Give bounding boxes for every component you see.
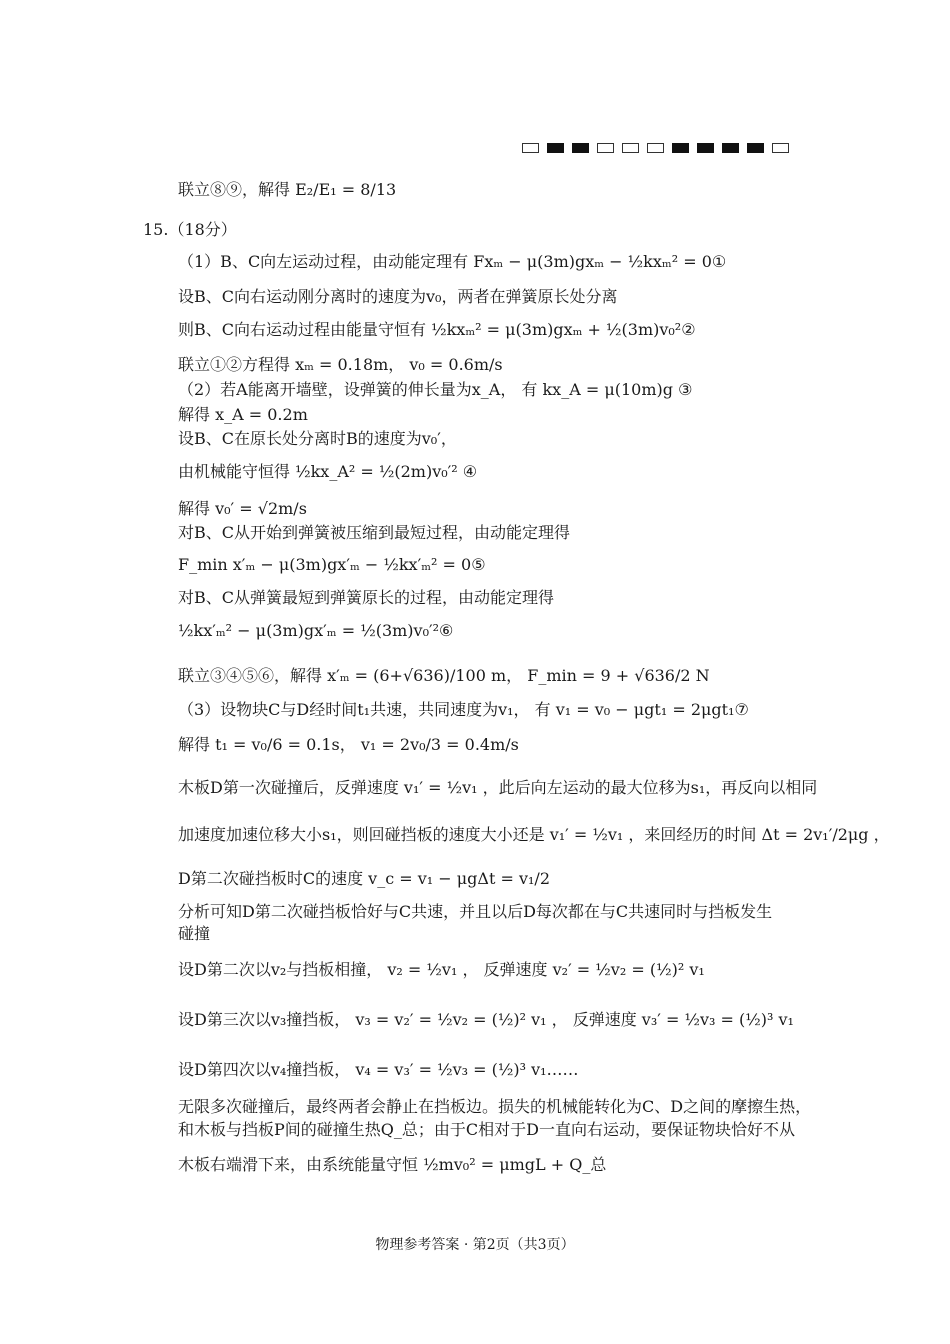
mark-empty <box>522 143 539 153</box>
text-line: F_min x′ₘ − μ(3m)gx′ₘ − ½kx′ₘ² = 0⑤ <box>178 555 486 574</box>
text-line: 木板右端滑下来，由系统能量守恒 ½mv₀² = μmgL + Q_总 <box>178 1155 607 1174</box>
text-line: 和木板与挡板P间的碰撞生热Q_总；由于C相对于D一直向右运动，要保证物块恰好不从 <box>178 1120 795 1139</box>
header-marks <box>522 143 789 153</box>
text-line: 木板D第一次碰撞后，反弹速度 v₁′ = ½v₁ ，此后向左运动的最大位移为s₁，再反向以相同 <box>178 778 818 797</box>
text-line: 联立③④⑤⑥，解得 x′ₘ = (6+√636)/100 m， F_min = 9 + √636/2 N <box>178 666 710 685</box>
mark-empty <box>622 143 639 153</box>
page-footer: 物理参考答案 · 第2页（共3页） <box>375 1237 575 1253</box>
mark-filled <box>547 143 564 153</box>
text-line: 无限多次碰撞后，最终两者会静止在挡板边。损失的机械能转化为C、D之间的摩擦生热， <box>178 1097 812 1116</box>
text-line: （2）若A能离开墙壁，设弹簧的伸长量为x_A， 有 kx_A = μ(10m)g ③ <box>178 380 693 399</box>
text-line: D第二次碰挡板时C的速度 v_c = v₁ − μgΔt = v₁/2 <box>178 869 550 888</box>
text-line: 解得 t₁ = v₀/6 = 0.1s， v₁ = 2v₀/3 = 0.4m/s <box>178 735 519 754</box>
mark-empty <box>772 143 789 153</box>
text-line: 分析可知D第二次碰挡板恰好与C共速，并且以后D每次都在与C共速同时与挡板发生 <box>178 902 773 921</box>
text-line: 联立⑧⑨，解得 E₂/E₁ = 8/13 <box>178 180 397 199</box>
text-line: 解得 v₀′ = √2m/s <box>178 499 307 518</box>
text-line: 设D第三次以v₃撞挡板， v₃ = v₂′ = ½v₂ = (½)² v₁ ， 反弹速度 v₃′ = ½v₃ = (½)³ v₁ <box>178 1010 794 1029</box>
mark-filled <box>572 143 589 153</box>
question-number: 15.（18分） <box>143 220 237 239</box>
mark-filled <box>697 143 714 153</box>
mark-filled <box>747 143 764 153</box>
text-line: 设D第二次以v₂与挡板相撞， v₂ = ½v₁ ， 反弹速度 v₂′ = ½v₂ = (½)² v₁ <box>178 960 705 979</box>
text-line: 设B、C在原长处分离时B的速度为v₀′， <box>178 429 457 448</box>
mark-empty <box>647 143 664 153</box>
text-line: 设D第四次以v₄撞挡板， v₄ = v₃′ = ½v₃ = (½)³ v₁…… <box>178 1060 579 1079</box>
mark-empty <box>597 143 614 153</box>
text-line: 对B、C从弹簧最短到弹簧原长的过程，由动能定理得 <box>178 588 555 607</box>
text-line: 解得 x_A = 0.2m <box>178 405 308 424</box>
text-line: 对B、C从开始到弹簧被压缩到最短过程，由动能定理得 <box>178 523 571 542</box>
mark-filled <box>672 143 689 153</box>
text-line: ½kx′ₘ² − μ(3m)gx′ₘ = ½(3m)v₀′²⑥ <box>178 621 454 640</box>
text-line: （1）B、C向左运动过程，由动能定理有 Fxₘ − μ(3m)gxₘ − ½kxₘ² = 0① <box>178 252 727 271</box>
text-line: 碰撞 <box>178 924 211 943</box>
text-line: 则B、C向右运动过程由能量守恒有 ½kxₘ² = μ(3m)gxₘ + ½(3m)v₀²② <box>178 320 696 339</box>
mark-filled <box>722 143 739 153</box>
text-line: 设B、C向右运动刚分离时的速度为v₀，两者在弹簧原长处分离 <box>178 287 618 306</box>
text-line: 联立①②方程得 xₘ = 0.18m， v₀ = 0.6m/s <box>178 355 503 374</box>
text-line: （3）设物块C与D经时间t₁共速，共同速度为v₁， 有 v₁ = v₀ − μgt₁ = 2μgt₁⑦ <box>178 700 749 719</box>
text-line: 由机械能守恒得 ½kx_A² = ½(2m)v₀′² ④ <box>178 462 478 481</box>
text-line: 加速度加速位移大小s₁，则回碰挡板的速度大小还是 v₁′ = ½v₁ ，来回经历的时间 Δt = 2v₁′/2μg ， <box>178 825 890 844</box>
